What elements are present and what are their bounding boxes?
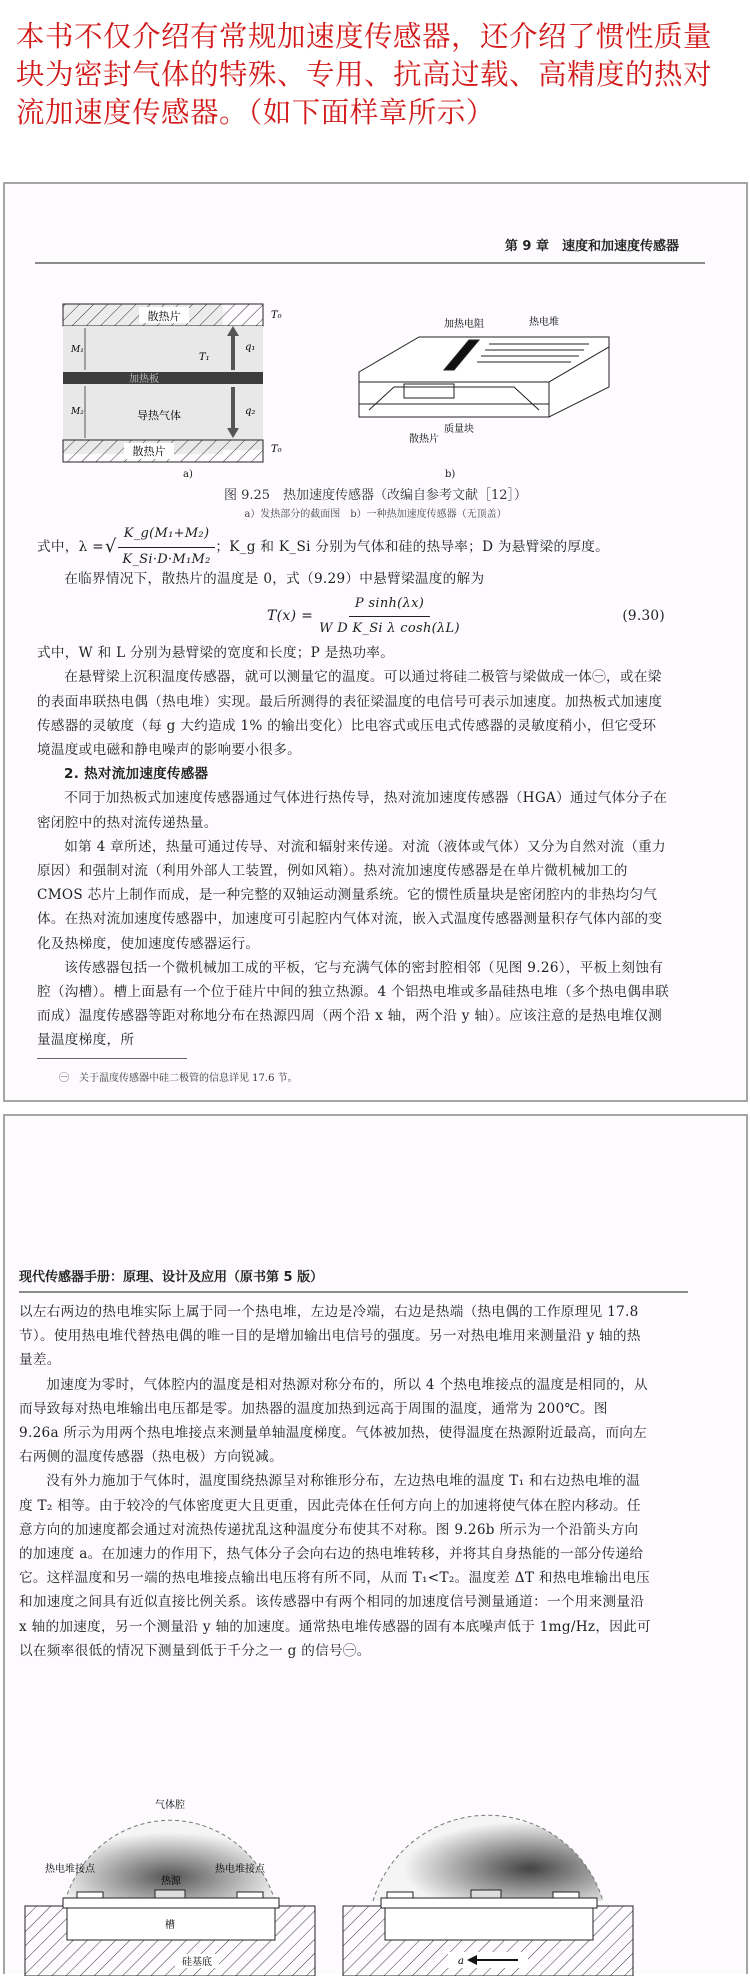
section-heading: 2. 热对流加速度传感器 — [64, 766, 209, 783]
book-page-329 — [3, 182, 748, 1102]
svg-text:M₁: M₁ — [71, 345, 84, 355]
paragraph-zero-accel: 加速度为零时，气体腔内的温度是相对热源对称分布的，所以 4 个热电堆接点的温度是相同的，从而导致每对热电堆输出电压都是零。加热器的温度加热到远高于周围的温度，通常为 200℃。图 9.26a 所示为用两个热电堆接点来测量单轴温度梯度。气体被加热，使得温度在热源附近最高，而向左右两侧的温度传感器（热电极）方向锐减。 — [19, 1376, 648, 1466]
header-rule — [35, 262, 705, 264]
paragraph-where: 式中，W 和 L 分别为悬臂梁的宽度和长度；P 是热功率。 — [37, 645, 395, 662]
svg-text:散热片: 散热片 — [132, 445, 166, 458]
svg-text:导热气体: 导热气体 — [137, 409, 181, 422]
svg-text:散热片: 散热片 — [147, 310, 181, 323]
svg-text:T₀: T₀ — [271, 310, 282, 321]
figure-b-label: b) — [445, 469, 456, 480]
svg-text:M₂: M₂ — [71, 407, 84, 417]
svg-text:热电堆接点: 热电堆接点 — [45, 1864, 95, 1875]
figure-b-sensor-3d — [359, 337, 609, 417]
paragraph-plate: 该传感器包括一个微机械加工成的平板，它与充满气体的密封腔相邻（见图 9.26），平板上刻蚀有腔（沟槽）。槽上面悬有一个位于硅片中间的独立热源。4 个铝热电堆或多晶硅热电堆（多个热电偶串联而成）温度传感器等距对称地分布在热源四周（两个沿 x 轴，两个沿 y 轴）。应该注意的是热电堆仅测量温度梯度，所 — [37, 959, 669, 1049]
figure-b-cavity — [343, 1815, 633, 1976]
svg-text:散热片: 散热片 — [409, 434, 439, 445]
svg-text:热电堆接点: 热电堆接点 — [215, 1864, 265, 1875]
svg-text:加热板: 加热板 — [129, 374, 159, 385]
lambda-definition: 式中，λ = √ $\frac{\text{K\_g(M₁+M₂)}}{\text{K\_Si·D·M₁M₂}}$ ；K_g 和 K_Si 分别为气体和硅的热导率；D 为悬臂梁的厚度。 — [37, 527, 669, 567]
figure-subcaption: a）发热部分的截面图 b）一种热加速度传感器（无顶盖） — [244, 509, 507, 520]
running-head: 第 9 章 速度和加速度传感器 — [504, 239, 679, 254]
svg-text:T₁: T₁ — [199, 352, 210, 363]
svg-text:q₂: q₂ — [245, 406, 256, 417]
svg-text:加热电阻: 加热电阻 — [444, 319, 484, 330]
svg-text:质量块: 质量块 — [444, 424, 474, 435]
svg-text:硅基底: 硅基底 — [182, 1957, 212, 1968]
paragraph-convection: 如第 4 章所述，热量可通过传导、对流和辐射来传递。对流（液体或气体）又分为自然对流（重力原因）和强制对流（利用外部人工装置，例如风箱）。热对流加速度传感器是在单片微机械加工的 CMOS 芯片上制作而成，是一种完整的双轴运动测量系统。它的惯性质量块是密闭腔内的非热均匀气体。在热对流加速度传感器中，加速度可引起腔内气体对流，嵌入式温度传感器测量积存气体内部的变化及热梯度，使加速度传感器运行。 — [37, 838, 666, 952]
figure-a-cavity — [25, 1798, 315, 1976]
svg-text:q₁: q₁ — [245, 342, 256, 353]
footnote-rule — [37, 1058, 187, 1059]
svg-text:热源: 热源 — [161, 1876, 181, 1887]
svg-text:槽: 槽 — [165, 1920, 175, 1931]
page-gap — [3, 1102, 748, 1114]
paragraph-critical: 在临界情况下，散热片的温度是 0，式（9.29）中悬臂梁温度的解为 — [64, 571, 485, 587]
svg-text:a: a — [458, 1956, 464, 1967]
svg-text:热电堆: 热电堆 — [529, 317, 559, 328]
paragraph-sensor: 在悬臂梁上沉积温度传感器，就可以测量它的温度。可以通过将硅二极管与梁做成一体㊀，或在梁的表面串联热电偶（热电堆）实现。最后所测得的表征梁温度的电信号可表示加速度。加热板式加速度传感器的灵敏度（每 g 大约造成 1% 的输出变化）比电容式或压电式传感器的灵敏度稍小，但它受环境温度或电磁和静电噪声的影响要小很多。 — [37, 669, 663, 759]
figure-9-25 — [49, 292, 689, 462]
paragraph-external-force: 没有外力施加于气体时，温度围绕热源呈对称锥形分布，左边热电堆的温度 T₁ 和右边热电堆的温度 T₂ 相等。由于较冷的气体密度更大且更重，因此壳体在任何方向上的加速将使气体在腔内移动。任意方向的加速度都会通过对流热传递扰乱这种温度分布使其不对称。图 9.26b 所示为一个沿箭头方向的加速度 a。在加速力的作用下，热气体分子会向右边的热电堆转移，并将其自身热能的一部分传递给它。这样温度和另一端的热电堆接点输出电压将有所不同，从而 T₁<T₂。温度差 ΔT 和热电堆输出电压和加速度之间具有近似直接比例关系。该传感器中有两个相同的加速度信号测量通道：一个用来测量沿 x 轴的加速度，另一个测量沿 y 轴的加速度。通常热电堆传感器的固有本底噪声低于 1mg/Hz，因此可以在频率很低的情况下测量到低于千分之一 g 的信号㊀。 — [19, 1473, 651, 1659]
paragraph-hga: 不同于加热板式加速度传感器通过气体进行热传导，热对流加速度传感器（HGA）通过气体分子在密闭腔中的热对流传递热量。 — [37, 790, 668, 831]
page2-body — [19, 1300, 651, 1663]
header-rule — [19, 1291, 688, 1293]
equation-9-30: T(x) = $\frac{\text{P sinh(λx)}}{\text{W D K\_Si λ cosh(λL)}}$ (9.30) — [37, 591, 669, 641]
figure-9-26 — [25, 1776, 625, 1976]
figure-caption: 图 9.25 热加速度传感器（改编自参考文献［12］） — [223, 488, 528, 503]
svg-text:气体腔: 气体腔 — [155, 1800, 185, 1811]
footnote: ㊀ 关于温度传感器中硅二极管的信息详见 17.6 节。 — [59, 1073, 298, 1084]
svg-text:T₀: T₀ — [271, 444, 282, 455]
book-page-330 — [3, 1114, 748, 1974]
figure-a-label: a) — [183, 469, 193, 480]
running-head: 现代传感器手册：原理、设计及应用（原书第 5 版） — [19, 1270, 324, 1285]
page1-body — [37, 527, 669, 1053]
paragraph-continued: 以左右两边的热电堆实际上属于同一个热电堆，左边是冷端，右边是热端（热电偶的工作原理见 17.8 节）。使用热电堆代替热电偶的唯一目的是增加输出电信号的强度。另一对热电堆用来测量沿 y 轴的热量差。 — [19, 1304, 641, 1369]
figure-a-cross-section — [63, 304, 282, 462]
promo-banner: 本书不仅介绍有常规加速度传感器，还介绍了惯性质量块为密封气体的特殊、专用、抗高过载、高精度的热对流加速度传感器。（如下面样章所示） — [16, 20, 713, 129]
